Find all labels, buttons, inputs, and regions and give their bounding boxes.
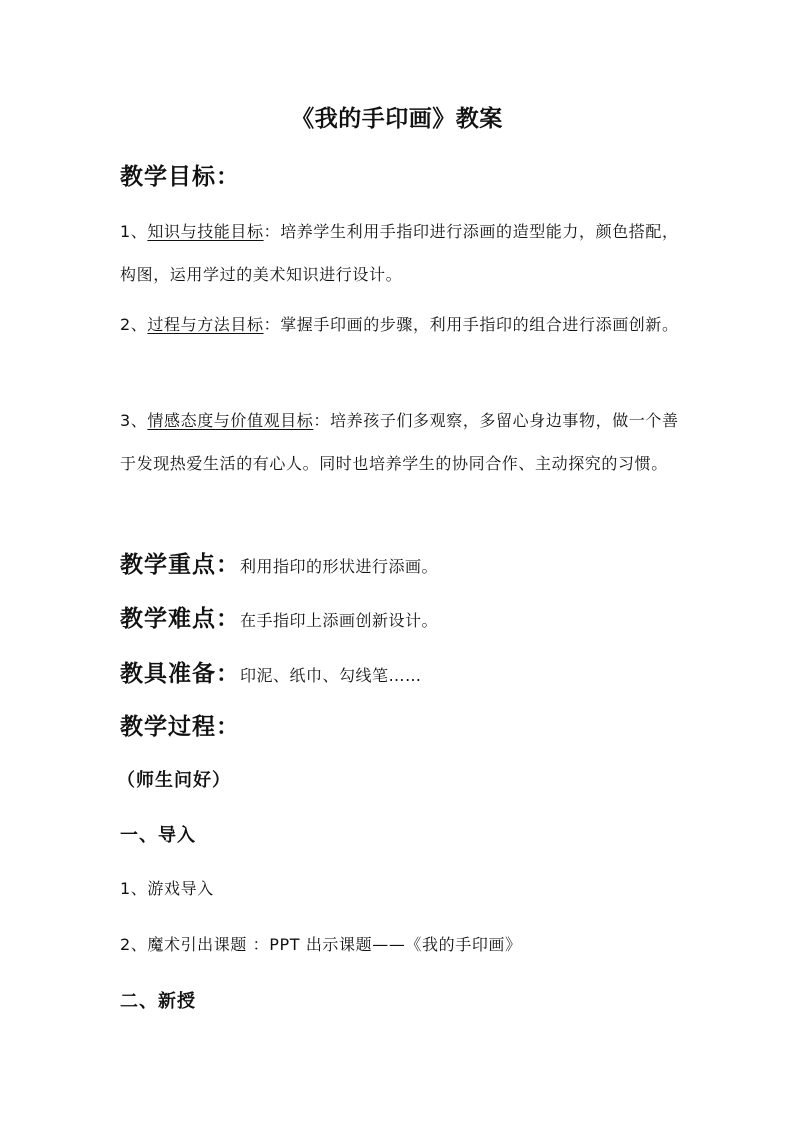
- goals-heading: 教学目标：: [120, 164, 240, 190]
- materials-text: 印泥、纸巾、勾线笔……: [240, 666, 422, 685]
- materials-section: [120, 655, 422, 688]
- process-heading: 教学过程：: [120, 714, 240, 740]
- key-point-text: 利用指印的形状进行添画。: [240, 557, 439, 576]
- difficulty-heading: 教学难点：: [120, 606, 240, 632]
- difficulty-text: 在手指印上添画创新设计。: [240, 611, 439, 630]
- goal-item-2-colon: ：: [263, 315, 281, 334]
- goal-item-1-number: 1、: [120, 222, 148, 241]
- goal-item-3: [120, 399, 680, 485]
- goal-item-3-label: 情感态度与价值观目标: [147, 411, 314, 430]
- document-title: 《我的手印画》教案: [291, 106, 503, 132]
- section-intro-heading: 一、导入: [120, 825, 196, 846]
- goal-item-2: [120, 303, 680, 346]
- goal-item-2-label: 过程与方法目标: [147, 315, 264, 334]
- goal-item-1-colon: ：: [263, 222, 281, 241]
- goal-item-1-text: 培养学生利用手指印进行添画的造型能力，颜色搭配，构图，运用学过的美术知识进行设计。: [120, 222, 679, 284]
- materials-heading: 教具准备：: [120, 661, 240, 687]
- goal-item-3-text: 培养孩子们多观察，多留心身边事物，做一个善于发现热爱生活的有心人。同时也培养学生的协同合作、主动探究的习惯。: [120, 411, 679, 473]
- goal-item-1: [120, 210, 680, 296]
- difficulty-section: [120, 600, 438, 633]
- section-new-teaching-heading: 二、新授: [120, 991, 196, 1012]
- goal-item-3-number: 3、: [120, 411, 148, 430]
- intro-step-1: 1、游戏导入: [120, 879, 214, 898]
- goal-item-2-number: 2、: [120, 315, 148, 334]
- greeting-line: （师生问好）: [117, 770, 231, 791]
- intro-step-2: 2、魔术引出课题 ：PPT 出示课题——《我的手印画》: [120, 935, 522, 954]
- key-point-section: [120, 546, 438, 579]
- goal-item-3-colon: ：: [313, 411, 331, 430]
- goal-item-1-label: 知识与技能目标: [147, 222, 264, 241]
- goal-item-2-text: 掌握手印画的步骤，利用手指印的组合进行添画创新。: [280, 315, 679, 334]
- key-point-heading: 教学重点：: [120, 552, 240, 578]
